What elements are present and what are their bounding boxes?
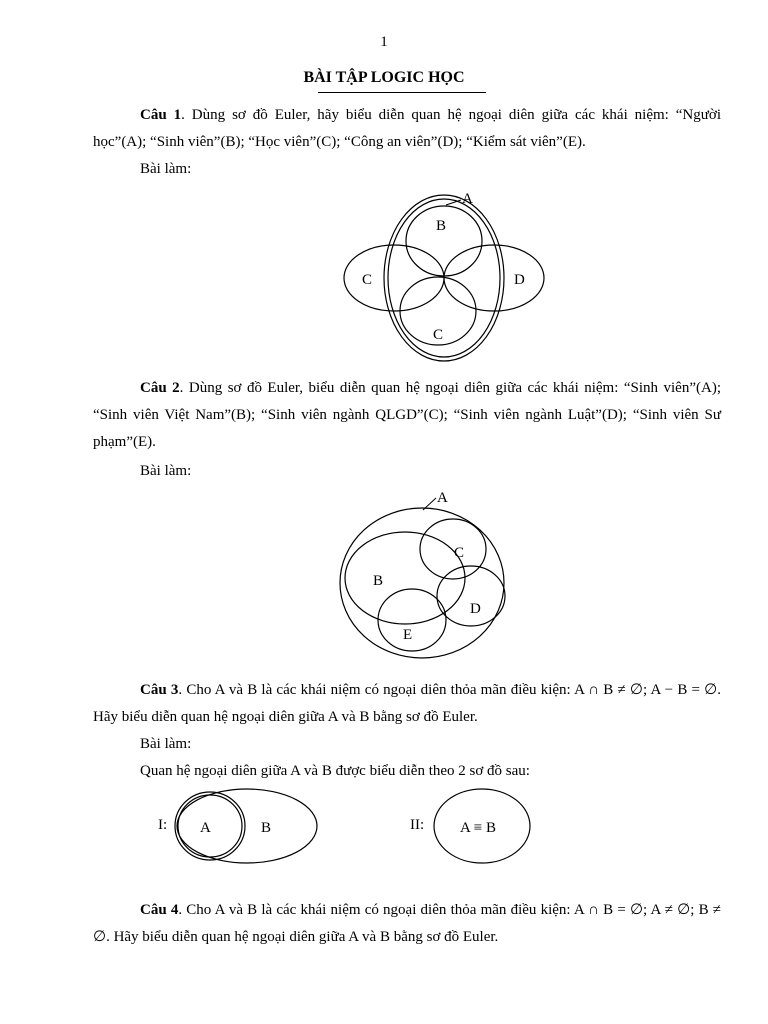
page-number: 1 — [380, 34, 388, 50]
question-2-answer-label: Bài làm: — [140, 463, 192, 479]
circle-b — [406, 206, 482, 276]
question-3-text: . Cho A và B là các khái niệm có ngoại diên thỏa mãn điều kiện: A ∩ B ≠ ∅; A − B = ∅. Hãy biểu diễn quan hệ ngoại diên giữa A và B bằng sơ đồ Euler. — [93, 682, 721, 725]
label-a: A — [462, 191, 473, 207]
label-d: D — [470, 601, 481, 617]
label-a: A — [200, 820, 211, 836]
label-c-left: C — [362, 272, 373, 288]
label-d: D — [514, 272, 525, 288]
label-a-pointer — [446, 200, 461, 205]
question-3-diagram-ii — [432, 786, 542, 866]
label-c: C — [454, 545, 465, 561]
question-2 — [93, 375, 721, 456]
question-1-answer-label: Bài làm: — [140, 161, 192, 177]
diagram-i-prefix: I: — [158, 817, 168, 833]
question-3 — [93, 677, 721, 731]
question-3-intro: Quan hệ ngoại diên giữa A và B được biểu diễn theo 2 sơ đồ sau: — [140, 763, 530, 779]
circle-d — [444, 245, 544, 311]
label-b: B — [261, 820, 272, 836]
question-1-text: . Dùng sơ đồ Euler, hãy biểu diễn quan hệ ngoại diên giữa các khái niệm: “Người học”(A); “Sinh viên”(B); “Học viên”(C); “Công an viên”(D); “Kiểm sát viên”(E). — [93, 107, 721, 150]
label-c-bottom: C — [433, 327, 444, 343]
label-a-equiv-b: A ≡ B — [460, 820, 496, 836]
page-title: BÀI TẬP LOGIC HỌC — [303, 69, 465, 86]
question-4 — [93, 897, 721, 951]
question-1 — [93, 102, 721, 156]
circle-d — [437, 566, 505, 626]
question-2-text: . Dùng sơ đồ Euler, biểu diễn quan hệ ngoại diên giữa các khái niệm: “Sinh viên”(A); “Sinh viên Việt Nam”(B); “Sinh viên ngành QLGD”(C); “Sinh viên ngành Luật”(D); “Sinh viên Sư phạm”(E). — [93, 380, 721, 450]
question-1-euler-diagram — [330, 186, 560, 366]
question-4-label: Câu 4 — [140, 902, 179, 918]
question-3-label: Câu 3 — [140, 682, 179, 698]
label-e: E — [403, 627, 413, 643]
question-4-text: . Cho A và B là các khái niệm có ngoại diên thỏa mãn điều kiện: A ∩ B = ∅; A ≠ ∅; B ≠ ∅. Hãy biểu diễn quan hệ ngoại diên giữa A và B bằng sơ đồ Euler. — [93, 902, 721, 945]
question-3-diagram-i — [170, 786, 320, 866]
label-a: A — [437, 490, 448, 506]
question-3-answer-label: Bài làm: — [140, 736, 192, 752]
question-2-label: Câu 2 — [140, 380, 180, 396]
question-2-euler-diagram — [330, 486, 540, 666]
label-b: B — [436, 218, 447, 234]
question-1-label: Câu 1 — [140, 107, 182, 123]
title-underline — [318, 92, 486, 93]
diagram-ii-prefix: II: — [410, 817, 425, 833]
label-b: B — [373, 573, 384, 589]
ellipse-b — [177, 789, 317, 863]
